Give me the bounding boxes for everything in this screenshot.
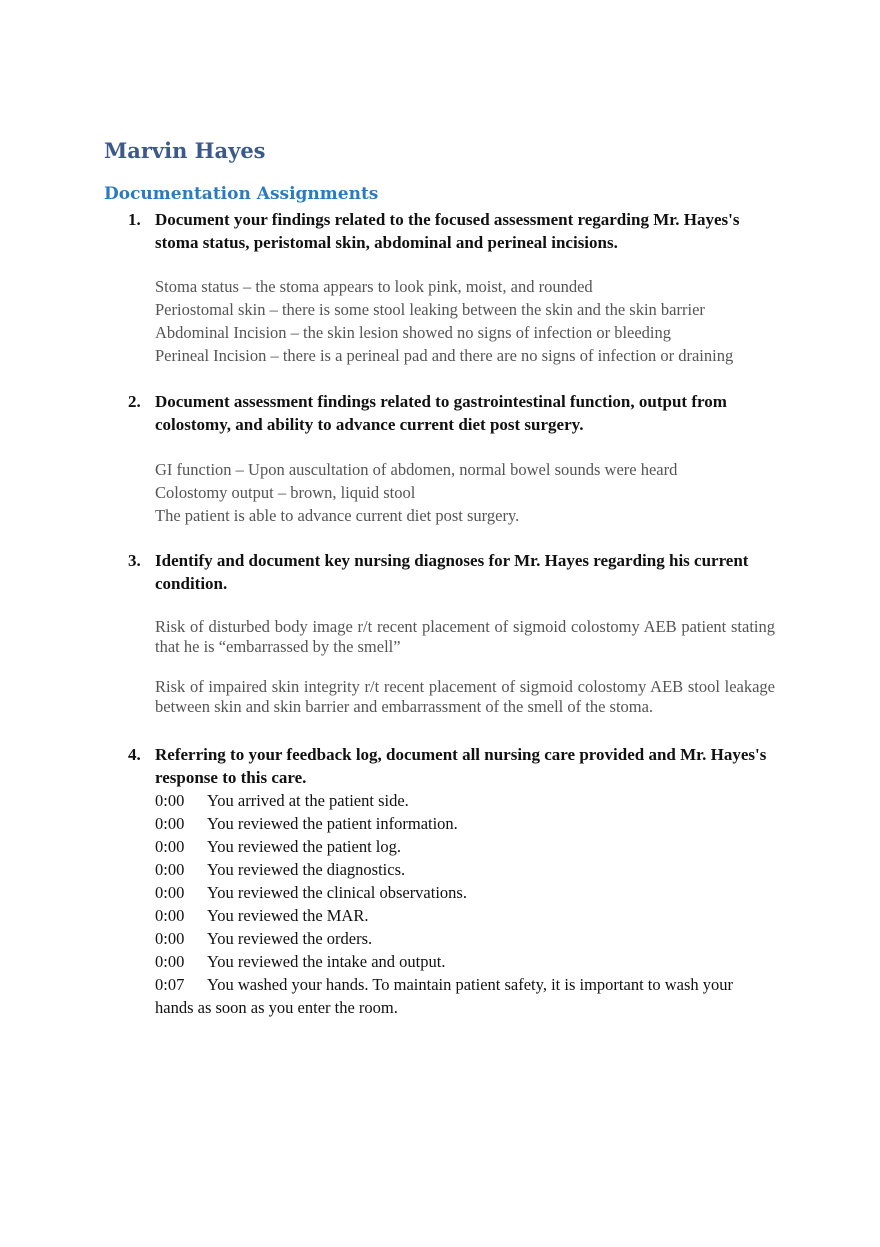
log-text: You reviewed the diagnostics.: [207, 860, 406, 879]
log-entry: [155, 789, 780, 812]
diagnosis-paragraph: Risk of disturbed body image r/t recent placement of sigmoid colostomy AEB patient stating that he is “embarrassed by the smell”: [155, 617, 775, 656]
log-entry: [155, 858, 780, 881]
log-text: You arrived at the patient side.: [207, 791, 409, 810]
question-1: [128, 208, 778, 254]
log-time: 0:07: [155, 975, 185, 994]
answer-line: The patient is able to advance current diet post surgery.: [155, 506, 520, 525]
log-time: 0:00: [155, 791, 185, 810]
question-number: 4.: [128, 745, 141, 764]
question-4: [128, 743, 778, 789]
log-entry: [155, 835, 780, 858]
answer-1: [155, 275, 780, 367]
log-text: You reviewed the patient log.: [207, 837, 401, 856]
question-3: [128, 549, 778, 595]
log-time: 0:00: [155, 837, 185, 856]
log-time: 0:00: [155, 883, 185, 902]
log-entry: [155, 950, 780, 973]
question-text: Document assessment findings related to gastrointestinal function, output from colostomy, and ability to advance current diet post surgery.: [155, 392, 727, 434]
answer-line: Stoma status – the stoma appears to look pink, moist, and rounded: [155, 277, 593, 296]
log-text: You washed your hands. To maintain patient safety, it is important to wash your: [207, 975, 734, 994]
log-entry: [155, 904, 780, 927]
log-text: You reviewed the clinical observations.: [207, 883, 467, 902]
answer-line: Perineal Incision – there is a perineal pad and there are no signs of infection or draining: [155, 346, 734, 365]
question-2: [128, 390, 778, 436]
question-number: 2.: [128, 392, 141, 411]
question-text: Referring to your feedback log, document all nursing care provided and Mr. Hayes's response to this care.: [155, 745, 767, 787]
log-time: 0:00: [155, 814, 185, 833]
log-text: You reviewed the patient information.: [207, 814, 458, 833]
answer-line: Periostomal skin – there is some stool leaking between the skin and the skin barrier: [155, 300, 705, 319]
question-number: 1.: [128, 210, 141, 229]
log-entry-continuation: hands as soon as you enter the room.: [155, 998, 398, 1017]
log-time: 0:00: [155, 929, 185, 948]
log-text: You reviewed the intake and output.: [207, 952, 446, 971]
log-time: 0:00: [155, 952, 185, 971]
question-text: Document your findings related to the focused assessment regarding Mr. Hayes's stoma status, peristomal skin, abdominal and perineal incisions.: [155, 210, 740, 252]
log-entry: [155, 881, 780, 904]
log-text: You reviewed the MAR.: [207, 906, 369, 925]
question-number: 3.: [128, 551, 141, 570]
log-entry: [155, 812, 780, 835]
question-text: Identify and document key nursing diagnoses for Mr. Hayes regarding his current condition.: [155, 551, 749, 593]
section-title: Documentation Assignments: [104, 184, 379, 204]
document-title: Marvin Hayes: [104, 138, 266, 163]
answer-line: Colostomy output – brown, liquid stool: [155, 483, 416, 502]
log-time: 0:00: [155, 906, 185, 925]
log-entry: [155, 927, 780, 950]
log-text: You reviewed the orders.: [207, 929, 373, 948]
log-entry: [155, 973, 780, 996]
answer-line: GI function – Upon auscultation of abdomen, normal bowel sounds were heard: [155, 460, 678, 479]
answer-2: [155, 458, 780, 527]
answer-line: Abdominal Incision – the skin lesion showed no signs of infection or bleeding: [155, 323, 672, 342]
diagnosis-paragraph: Risk of impaired skin integrity r/t recent placement of sigmoid colostomy AEB stool leakage between skin and skin barrier and embarrassment of the smell of the stoma.: [155, 677, 775, 716]
feedback-log: [155, 789, 780, 1019]
log-time: 0:00: [155, 860, 185, 879]
